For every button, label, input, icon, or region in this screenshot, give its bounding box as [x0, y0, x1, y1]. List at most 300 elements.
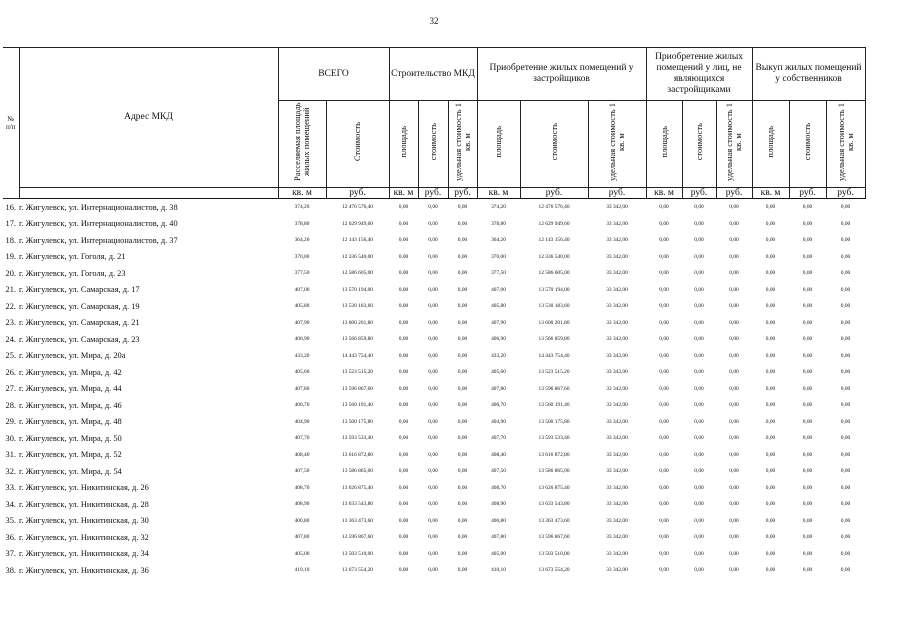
row-value: 374,20: [491, 204, 506, 211]
row-value: 33 342,00: [606, 534, 628, 541]
row-value: 0,00: [428, 484, 438, 491]
header-group-developers: Приобретение жилых помещений у застройщиков: [477, 48, 646, 101]
row-value: 0,00: [729, 418, 739, 425]
row-address: г. Жигулевск, ул. Интернационалистов, д. 37: [19, 235, 178, 245]
row-value: 33 342,00: [606, 385, 628, 392]
row-address: г. Жигулевск, ул. Мира, д. 44: [19, 384, 122, 394]
row-value: 0,00: [694, 517, 704, 524]
row-value: 0,00: [659, 319, 669, 326]
row-value: 0,00: [428, 319, 438, 326]
row-number: 17.: [5, 219, 16, 229]
table-body: [3, 198, 865, 578]
row-value: 0,00: [398, 336, 409, 343]
row-value: 0,00: [765, 418, 776, 425]
row-value: 13 530 183,60: [342, 303, 373, 310]
unit-label: руб.: [789, 187, 826, 198]
row-value: 0,00: [428, 286, 438, 293]
row-value: 405,00: [294, 550, 310, 557]
row-value: 33 342,00: [606, 286, 628, 293]
row-value: 13 593 533,40: [538, 435, 570, 442]
unit-label: руб.: [588, 187, 646, 198]
unit-label: кв. м: [477, 187, 520, 198]
row-value: 33 342,00: [606, 369, 628, 376]
row-value: 0,00: [398, 204, 409, 211]
row-value: 0,00: [765, 550, 776, 557]
row-value: 33 342,00: [606, 303, 628, 310]
row-value: 408,70: [294, 484, 310, 491]
table-row: [3, 248, 865, 265]
row-value: 410,10: [294, 567, 310, 574]
table-row: [3, 314, 865, 331]
row-value: 33 342,00: [606, 550, 628, 557]
row-value: 0,00: [694, 369, 704, 376]
row-number: 36.: [5, 532, 16, 542]
row-value: 407,90: [491, 319, 506, 326]
row-value: 0,00: [729, 534, 739, 541]
table-row: [3, 232, 865, 249]
row-value: 0,00: [398, 550, 409, 557]
row-value: 12 629 949,60: [538, 220, 570, 227]
row-value: 0,00: [428, 204, 438, 211]
row-value: 0,00: [802, 484, 813, 491]
row-value: 0,00: [802, 418, 813, 425]
row-value: 13 570 194,00: [538, 286, 570, 293]
row-value: 407,00: [294, 286, 310, 293]
row-value: 0,00: [694, 501, 704, 508]
row-value: 33 342,00: [606, 468, 628, 475]
row-value: 0,00: [457, 534, 468, 541]
table-row: [3, 397, 865, 414]
row-value: 0,00: [659, 336, 669, 343]
row-value: 13 363 473,60: [538, 517, 570, 524]
row-number: 37.: [5, 549, 16, 559]
row-value: 377,50: [294, 270, 310, 277]
row-value: 12 476 576,40: [538, 204, 570, 211]
row-value: 0,00: [659, 517, 669, 524]
row-value: 0,00: [457, 468, 468, 475]
row-value: 0,00: [765, 253, 776, 260]
row-value: 33 342,00: [606, 253, 628, 260]
row-address: г. Жигулевск, ул. Мира, д. 50: [19, 433, 122, 443]
row-value: 0,00: [729, 517, 739, 524]
row-value: 407,50: [491, 468, 506, 475]
row-value: 0,00: [694, 550, 704, 557]
row-value: 0,00: [840, 550, 851, 557]
table-row: [3, 281, 865, 298]
row-value: 0,00: [428, 237, 438, 244]
row-value: 0,00: [729, 451, 739, 458]
table-row: [3, 545, 865, 562]
row-value: 0,00: [694, 352, 704, 359]
header-group-total: ВСЕГО: [278, 48, 389, 101]
row-number: 38.: [5, 565, 16, 575]
row-value: 0,00: [765, 352, 776, 359]
row-value: 0,00: [457, 435, 468, 442]
row-value: 33 342,00: [606, 270, 628, 277]
row-value: 13 500 175,80: [538, 418, 570, 425]
row-value: 0,00: [802, 237, 813, 244]
row-value: 0,00: [765, 220, 776, 227]
row-value: 13 593 533,40: [342, 435, 373, 442]
row-value: 0,00: [840, 567, 851, 574]
row-value: 0,00: [840, 204, 851, 211]
row-value: 0,00: [659, 501, 669, 508]
row-value: 0,00: [694, 484, 704, 491]
row-address: г. Жигулевск, ул. Никитинская, д. 36: [19, 565, 149, 575]
table-row: [3, 512, 865, 529]
row-value: 0,00: [802, 385, 813, 392]
row-value: 12 143 156,40: [538, 237, 570, 244]
unit-label: руб.: [716, 187, 752, 198]
row-value: 408,90: [491, 501, 506, 508]
row-value: 0,00: [659, 369, 669, 376]
row-value: 0,00: [398, 451, 409, 458]
row-value: 0,00: [428, 352, 438, 359]
row-value: 0,00: [659, 303, 669, 310]
row-value: 0,00: [659, 435, 669, 442]
row-value: 12 476 576,40: [342, 204, 373, 211]
row-value: 377,50: [491, 270, 506, 277]
row-value: 0,00: [729, 204, 739, 211]
row-value: 0,00: [694, 319, 704, 326]
row-value: 13 503 510,00: [538, 550, 570, 557]
row-value: 0,00: [457, 402, 468, 409]
row-value: 0,00: [428, 418, 438, 425]
table-row: [3, 496, 865, 513]
row-value: 0,00: [729, 270, 739, 277]
row-value: 0,00: [840, 286, 851, 293]
row-value: 0,00: [659, 484, 669, 491]
row-value: 0,00: [840, 534, 851, 541]
row-value: 0,00: [428, 550, 438, 557]
row-value: 0,00: [765, 286, 776, 293]
row-value: 0,00: [765, 534, 776, 541]
table-row: [3, 562, 865, 579]
row-value: 400,80: [491, 517, 506, 524]
row-value: 0,00: [659, 204, 669, 211]
row-value: 0,00: [457, 253, 468, 260]
row-value: 0,00: [802, 336, 813, 343]
row-value: 0,00: [765, 204, 776, 211]
row-value: 404,90: [294, 418, 310, 425]
row-value: 0,00: [659, 451, 669, 458]
row-value: 0,00: [398, 237, 409, 244]
table-row: [3, 479, 865, 496]
row-address: г. Жигулевск, ул. Никитинская, д. 26: [19, 483, 149, 493]
row-address: г. Жигулевск, ул. Мира, д. 46: [19, 400, 122, 410]
row-value: 0,00: [802, 567, 813, 574]
row-value: 0,00: [659, 237, 669, 244]
header-total-cost: Стоимость: [326, 101, 389, 188]
header-area: площадь: [752, 101, 789, 188]
row-value: 378,80: [491, 220, 506, 227]
row-value: 0,00: [694, 402, 704, 409]
row-value: 0,00: [802, 220, 813, 227]
row-value: 0,00: [802, 352, 813, 359]
row-address: г. Жигулевск, ул. Самарская, д. 21: [19, 318, 140, 328]
row-value: 0,00: [840, 501, 851, 508]
row-value: 378,80: [294, 220, 310, 227]
row-value: 0,00: [840, 435, 851, 442]
row-address: г. Жигулевск, ул. Мира, д. 52: [19, 450, 122, 460]
row-value: 405,80: [294, 303, 310, 310]
row-value: 13 566 859,80: [342, 336, 373, 343]
row-address: г. Жигулевск, ул. Мира, д. 42: [19, 367, 122, 377]
row-address: г. Жигулевск, ул. Интернационалистов, д. 38: [19, 202, 178, 212]
row-address: г. Жигулевск, ул. Самарская, д. 19: [19, 301, 140, 311]
row-value: 0,00: [457, 237, 468, 244]
row-value: 0,00: [457, 517, 468, 524]
row-value: 0,00: [428, 534, 438, 541]
row-value: 0,00: [802, 369, 813, 376]
row-value: 33 342,00: [606, 517, 628, 524]
table-row: [3, 265, 865, 282]
row-value: 0,00: [428, 385, 438, 392]
row-value: 0,00: [398, 385, 409, 392]
row-value: 0,00: [729, 253, 739, 260]
row-value: 33 342,00: [606, 418, 628, 425]
row-value: 13 560 191,40: [538, 402, 570, 409]
row-value: 0,00: [694, 270, 704, 277]
row-value: 0,00: [398, 253, 409, 260]
row-value: 0,00: [659, 253, 669, 260]
row-value: 0,00: [765, 567, 776, 574]
row-value: 374,20: [294, 204, 310, 211]
row-value: 0,00: [398, 303, 409, 310]
row-value: 14 443 754,40: [538, 352, 570, 359]
row-value: 400,80: [294, 517, 310, 524]
row-value: 0,00: [729, 468, 739, 475]
row-number: 19.: [5, 252, 16, 262]
row-value: 0,00: [765, 385, 776, 392]
row-value: 33 342,00: [606, 336, 628, 343]
row-value: 13 596 867,60: [342, 534, 373, 541]
row-value: 407,80: [491, 534, 506, 541]
header-number: № п/п: [3, 48, 19, 199]
header-cost: стоимость: [520, 101, 588, 188]
row-value: 33 342,00: [606, 237, 628, 244]
row-value: 13 500 175,80: [342, 418, 373, 425]
row-value: 33 342,00: [606, 451, 628, 458]
row-value: 0,00: [694, 534, 704, 541]
row-value: 0,00: [729, 369, 739, 376]
row-address: г. Жигулевск, ул. Никитинская, д. 34: [19, 549, 149, 559]
row-value: 33 342,00: [606, 352, 628, 359]
row-value: 0,00: [840, 468, 851, 475]
row-value: 13 673 554,20: [538, 567, 570, 574]
row-value: 0,00: [765, 303, 776, 310]
row-value: 0,00: [694, 451, 704, 458]
row-value: 406,70: [491, 402, 506, 409]
row-value: 0,00: [398, 484, 409, 491]
row-value: 13 673 554,20: [342, 567, 373, 574]
row-value: 33 342,00: [606, 402, 628, 409]
row-value: 0,00: [802, 204, 813, 211]
table-row: [3, 215, 865, 232]
row-value: 0,00: [659, 352, 669, 359]
row-value: 0,00: [398, 402, 409, 409]
row-value: 0,00: [428, 369, 438, 376]
row-value: 406,90: [294, 336, 310, 343]
row-value: 13 626 875,40: [342, 484, 373, 491]
row-value: 405,60: [294, 369, 310, 376]
row-value: 0,00: [457, 385, 468, 392]
table-row: [3, 463, 865, 480]
row-value: 33 342,00: [606, 204, 628, 211]
row-value: 13 633 543,80: [538, 501, 570, 508]
row-value: 13 570 194,00: [342, 286, 373, 293]
row-value: 12 629 949,60: [342, 220, 373, 227]
row-number: 23.: [5, 318, 16, 328]
row-value: 0,00: [840, 303, 851, 310]
unit-label: руб.: [326, 187, 389, 198]
row-address: г. Жигулевск, ул. Гоголя, д. 23: [19, 268, 126, 278]
row-value: 33 342,00: [606, 567, 628, 574]
row-value: 0,00: [694, 220, 704, 227]
row-value: 0,00: [840, 385, 851, 392]
row-number: 25.: [5, 351, 16, 361]
row-number: 33.: [5, 483, 16, 493]
table-row: [3, 198, 865, 215]
row-value: 0,00: [694, 303, 704, 310]
row-value: 13 560 191,40: [342, 402, 373, 409]
row-value: 0,00: [802, 468, 813, 475]
row-value: 0,00: [840, 369, 851, 376]
header-cost: стоимость: [789, 101, 826, 188]
table-row: [3, 364, 865, 381]
row-value: 0,00: [729, 402, 739, 409]
row-value: 13 566 859,80: [538, 336, 570, 343]
row-value: 0,00: [398, 534, 409, 541]
row-value: 0,00: [659, 550, 669, 557]
row-value: 0,00: [765, 484, 776, 491]
row-value: 407,80: [294, 385, 310, 392]
row-value: 12 586 605,00: [538, 270, 570, 277]
row-value: 0,00: [765, 451, 776, 458]
row-value: 406,90: [491, 336, 506, 343]
row-value: 0,00: [729, 286, 739, 293]
row-value: 0,00: [802, 402, 813, 409]
row-value: 13 503 510,00: [342, 550, 373, 557]
header-cost: стоимость: [418, 101, 448, 188]
row-number: 20.: [5, 268, 16, 278]
row-value: 0,00: [729, 435, 739, 442]
row-value: 0,00: [428, 253, 438, 260]
unit-label: руб.: [418, 187, 448, 198]
page-number: 32: [429, 16, 439, 26]
row-value: 0,00: [457, 352, 468, 359]
row-value: 0,00: [729, 550, 739, 557]
row-value: 407,50: [294, 468, 310, 475]
row-address: г. Жигулевск, ул. Самарская, д. 17: [19, 285, 140, 295]
row-value: 0,00: [659, 385, 669, 392]
table-row: [3, 298, 865, 315]
unit-label: руб.: [520, 187, 588, 198]
row-value: 0,00: [659, 567, 669, 574]
row-value: 12 586 605,00: [342, 270, 373, 277]
row-value: 0,00: [802, 517, 813, 524]
row-value: 408,40: [294, 451, 310, 458]
row-value: 0,00: [840, 237, 851, 244]
row-value: 406,70: [294, 402, 310, 409]
row-value: 0,00: [765, 435, 776, 442]
row-value: 0,00: [457, 567, 468, 574]
row-number: 24.: [5, 334, 16, 344]
table-row: [3, 446, 865, 463]
row-value: 33 342,00: [606, 220, 628, 227]
row-value: 0,00: [765, 468, 776, 475]
row-value: 408,70: [491, 484, 506, 491]
row-value: 0,00: [659, 468, 669, 475]
row-value: 0,00: [694, 468, 704, 475]
header-area: площадь: [646, 101, 682, 188]
row-value: 0,00: [694, 204, 704, 211]
row-number: 18.: [5, 235, 16, 245]
row-value: 0,00: [765, 402, 776, 409]
unit-label: кв. м: [752, 187, 789, 198]
row-value: 0,00: [802, 550, 813, 557]
row-value: 13 626 875,40: [538, 484, 570, 491]
row-value: 0,00: [457, 418, 468, 425]
row-value: 370,00: [491, 253, 506, 260]
row-value: 0,00: [802, 319, 813, 326]
header-unit-cost: удельная стоимость 1 кв. м: [716, 101, 752, 188]
row-value: 33 342,00: [606, 501, 628, 508]
row-value: 0,00: [457, 550, 468, 557]
row-value: 0,00: [840, 418, 851, 425]
row-address: г. Жигулевск, ул. Интернационалистов, д. 40: [19, 219, 178, 229]
row-value: 13 600 201,80: [538, 319, 570, 326]
row-value: 13 596 867,60: [342, 385, 373, 392]
row-value: 0,00: [840, 352, 851, 359]
row-value: 13 596 867,60: [538, 385, 570, 392]
row-number: 29.: [5, 417, 16, 427]
row-value: 408,40: [491, 451, 506, 458]
header-address: Адрес МКД: [19, 48, 278, 188]
row-value: 0,00: [659, 286, 669, 293]
row-value: 0,00: [802, 270, 813, 277]
row-value: 0,00: [765, 517, 776, 524]
header-area: площадь: [477, 101, 520, 188]
row-value: 13 616 872,80: [342, 451, 373, 458]
row-value: 0,00: [428, 303, 438, 310]
row-value: 13 586 865,00: [342, 468, 373, 475]
header-group-construction: Строительство МКД: [389, 48, 477, 101]
row-value: 0,00: [428, 517, 438, 524]
row-value: 0,00: [398, 517, 409, 524]
table-row: [3, 430, 865, 447]
row-value: 0,00: [457, 204, 468, 211]
header-group-non-developers: Приобретение жилых помещений у лиц, не являющихся застройщиками: [646, 48, 752, 101]
row-value: 0,00: [428, 501, 438, 508]
row-value: 0,00: [840, 220, 851, 227]
row-value: 0,00: [428, 220, 438, 227]
unit-label: руб.: [826, 187, 865, 198]
row-value: 12 143 156,40: [342, 237, 373, 244]
row-value: 0,00: [840, 402, 851, 409]
unit-label: руб.: [682, 187, 716, 198]
header-address-units: [19, 187, 278, 198]
row-value: 0,00: [765, 270, 776, 277]
table-row: [3, 331, 865, 348]
row-value: 0,00: [398, 352, 409, 359]
row-address: г. Жигулевск, ул. Никитинская, д. 30: [19, 516, 149, 526]
row-value: 0,00: [840, 319, 851, 326]
header-cost: стоимость: [682, 101, 716, 188]
row-value: 0,00: [428, 402, 438, 409]
row-value: 370,00: [294, 253, 310, 260]
row-number: 30.: [5, 433, 16, 443]
